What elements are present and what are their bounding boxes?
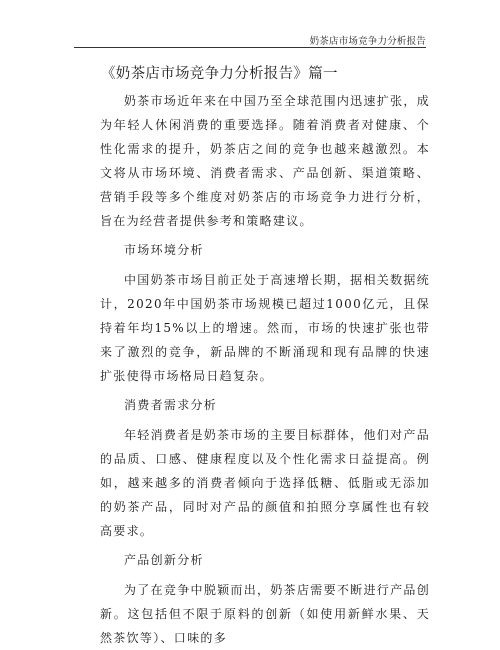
section-body-consumer: 年轻消费者是奶茶市场的主要目标群体，他们对产品的品质、口感、健康程度以及个性化需求日益提高。例如，越来越多的消费者倾向于选择低糖、低脂或无添加的奶茶产品，同时对产品的颜值和拍照分享属性也有较高要求。 [100, 428, 430, 538]
document-body [100, 63, 430, 650]
intro-paragraph: 奶茶市场近年来在中国乃至全球范围内迅速扩张，成为年轻人休闲消费的重要选择。随着消费者对健康、个性化需求的提升，奶茶店之间的竞争也越来越激烈。本文将从市场环境、消费者需求、产品创新、渠道策略、营销手段等多个维度对奶茶店的市场竞争力进行分析，旨在为经营者提供参考和策略建议。 [100, 94, 430, 228]
header-divider [74, 47, 426, 48]
section-body-product: 为了在竞争中脱颖而出，奶茶店需要不断进行产品创新。这包括但不限于原料的创新（如使用新鲜水果、天然茶饮等）、口味的多 [100, 583, 430, 645]
running-header-title: 奶茶店市场竞争力分析报告 [309, 36, 426, 47]
section-heading-market: 市场环境分析 [124, 243, 204, 257]
page-header [0, 0, 500, 48]
document-title: 《奶茶店市场竞争力分析报告》篇一 [101, 66, 338, 82]
section-body-market: 中国奶茶市场目前正处于高速增长期，据相关数据统计，2020年中国奶茶市场规模已超过1000亿元，且保持着年均15%以上的增速。然而，市场的快速扩张也带来了激烈的竞争，新品牌的不断涌现和现有品牌的快速扩张使得市场格局日趋复杂。 [100, 273, 430, 383]
section-heading-consumer: 消费者需求分析 [124, 398, 218, 412]
section-heading-product: 产品创新分析 [124, 553, 204, 567]
